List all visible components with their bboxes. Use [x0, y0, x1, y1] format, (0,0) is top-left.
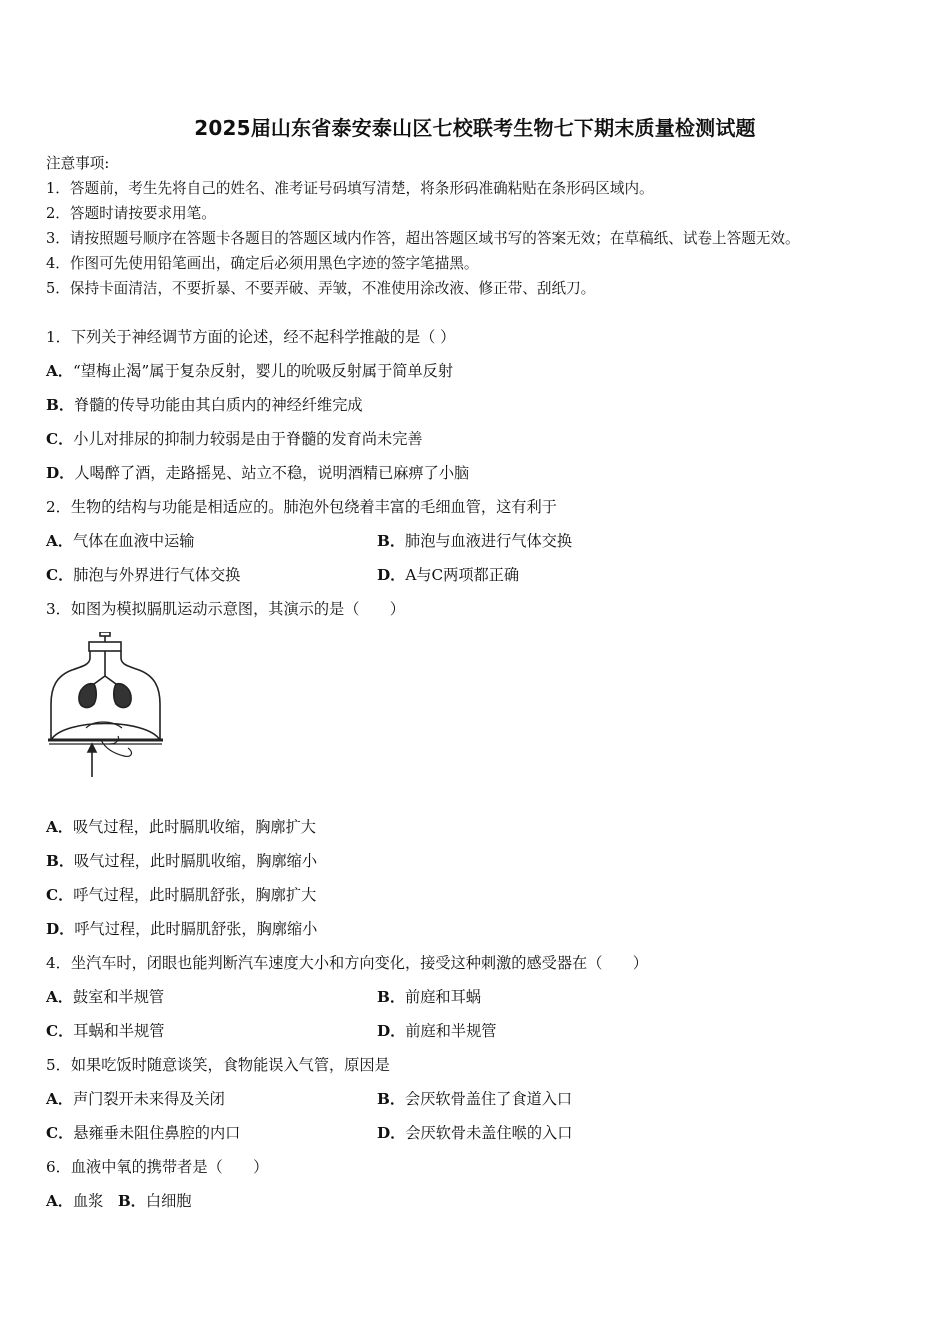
question-1-option-b: B．脊髓的传导功能由其白质内的神经纤维完成	[46, 396, 363, 414]
question-4-option-a: A．鼓室和半规管	[46, 988, 165, 1006]
notice-item: 1．答题前，考生先将自己的姓名、准考证号码填写清楚，将条形码准确粘贴在条形码区域内。	[46, 180, 654, 197]
question-3-option-a: A．吸气过程，此时膈肌收缩，胸廓扩大	[46, 818, 316, 836]
question-5-option-a: A．声门裂开未来得及关闭	[46, 1090, 225, 1108]
question-5-option-b: B．会厌软骨盖住了食道入口	[377, 1090, 573, 1108]
question-4-option-c: C．耳蜗和半规管	[46, 1022, 165, 1040]
question-6-option-b-text: 白细胞	[145, 1192, 192, 1210]
question-6-option-b-letter: B．	[117, 1192, 146, 1210]
bottle-stopper	[89, 642, 121, 651]
question-2-option-c: C．肺泡与外界进行气体交换	[46, 566, 241, 584]
question-2-stem: 2．生物的结构与功能是相适应的。肺泡外包绕着丰富的毛细血管，这有利于	[46, 498, 557, 516]
question-2-option-a: A．气体在血液中运输	[46, 532, 195, 550]
tube-branches	[94, 676, 116, 684]
question-5-stem: 5．如果吃饭时随意谈笑，食物能误入气管，原因是	[46, 1056, 390, 1074]
question-6-option-a-letter: A．	[46, 1192, 73, 1210]
question-3-option-d: D．呼气过程，此时膈肌舒张，胸廓缩小	[46, 920, 318, 938]
notice-item: 2．答题时请按要求用笔。	[46, 205, 216, 222]
question-3-option-c: C．呼气过程，此时膈肌舒张，胸廓扩大	[46, 886, 317, 904]
question-6-options-row	[46, 1190, 191, 1211]
question-4-option-b: B．前庭和耳蜗	[377, 988, 481, 1006]
question-5-option-d: D．会厌软骨未盖住喉的入口	[377, 1124, 573, 1142]
question-6-stem: 6．血液中氧的携带者是（ ）	[46, 1158, 269, 1176]
left-balloon	[79, 684, 96, 708]
notice-item: 5．保持卡面清洁，不要折暴、不要弄破、弄皱，不准使用涂改液、修正带、刮纸刀。	[46, 280, 596, 297]
question-1-option-d: D．人喝醉了酒，走路摇晃、站立不稳，说明酒精已麻痹了小脑	[46, 464, 470, 482]
question-3-stem: 3．如图为模拟膈肌运动示意图，其演示的是（ ）	[46, 600, 405, 618]
question-1-option-c: C．小儿对排尿的抑制力较弱是由于脊髓的发育尚未完善	[46, 430, 423, 448]
notice-item: 4．作图可先使用铅笔画出，确定后必须用黑色字迹的签字笔描黑。	[46, 255, 479, 272]
question-1-option-a: A．“望梅止渴”属于复杂反射，婴儿的吮吸反射属于简单反射	[46, 362, 454, 380]
question-2-option-d: D．A与C两项都正确	[377, 566, 520, 584]
question-6-option-a-text: 血浆	[72, 1192, 104, 1210]
notice-item: 3．请按照题号顺序在答题卡各题目的答题区域内作答，超出答题区域书写的答案无效；在草稿纸、试卷上答题无效。	[46, 230, 800, 247]
question-3-option-b: B．吸气过程，此时膈肌收缩，胸廓缩小	[46, 852, 318, 870]
question-4-stem: 4．坐汽车时，闭眼也能判断汽车速度大小和方向变化，接受这种刺激的感受器在（ ）	[46, 954, 648, 972]
question-5-option-c: C．悬雍垂未阻住鼻腔的内口	[46, 1124, 241, 1142]
notice-heading: 注意事项:	[46, 155, 110, 172]
diaphragm-model-figure	[46, 632, 166, 782]
question-2-option-b: B．肺泡与血液进行气体交换	[377, 532, 573, 550]
exam-title: 2025届山东省泰安泰山区七校联考生物七下期末质量检测试题	[194, 116, 756, 140]
question-4-option-d: D．前庭和半规管	[377, 1022, 497, 1040]
right-balloon	[114, 684, 131, 708]
rubber-membrane	[51, 724, 160, 741]
question-1-stem: 1．下列关于神经调节方面的论述，经不起科学推敲的是（ ）	[46, 328, 456, 346]
